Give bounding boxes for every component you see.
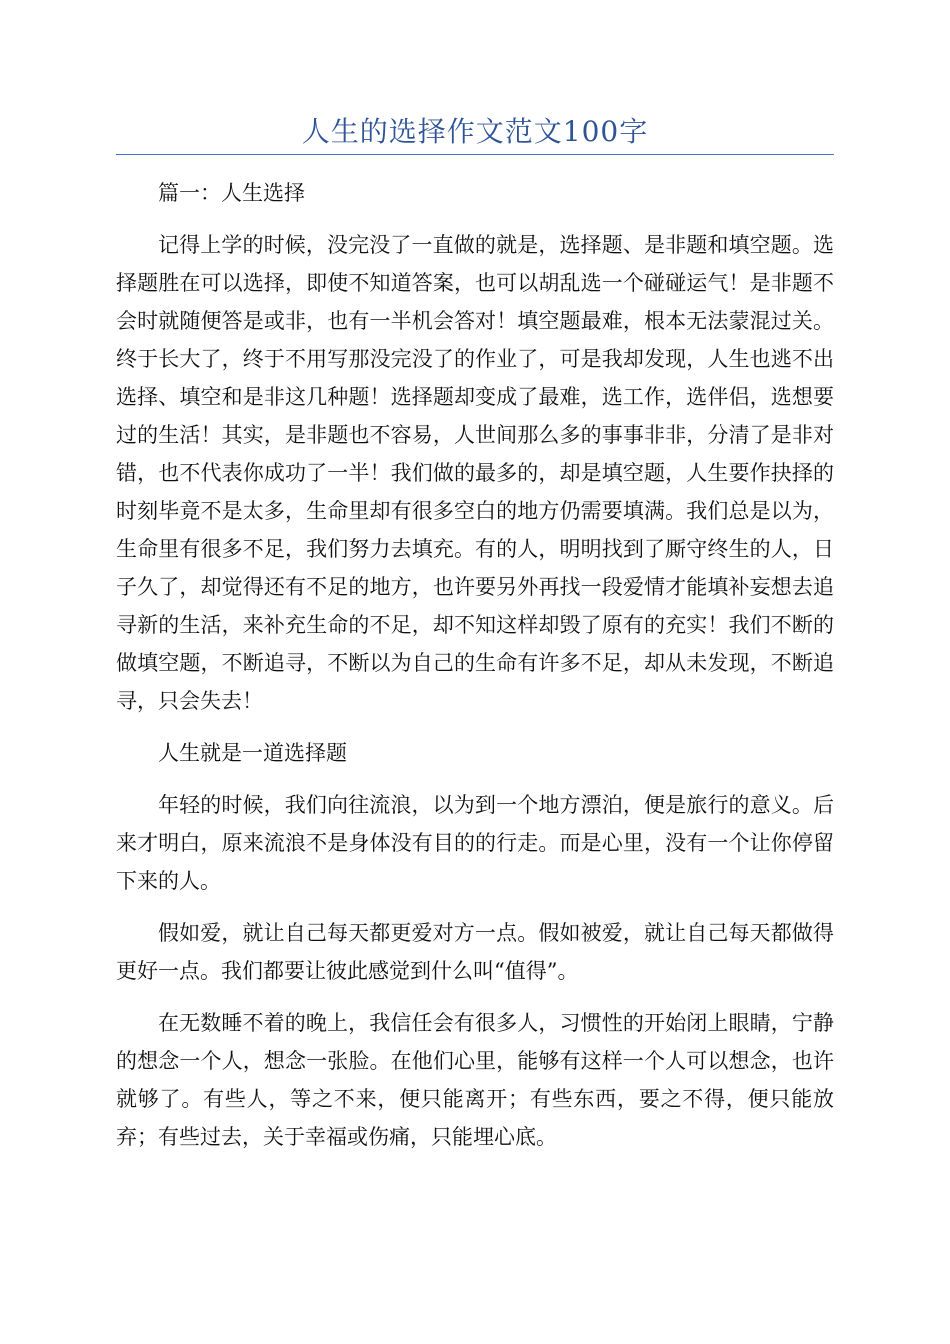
body-paragraph: 假如爱，就让自己每天都更爱对方一点。假如被爱，就让自己每天都做得更好一点。我们都要让彼此感觉到什么叫“值得”。 — [116, 921, 834, 983]
body-paragraph: 在无数睡不着的晚上，我信任会有很多人，习惯性的开始闭上眼睛，宁静的想念一个人，想念一张脸。在他们心里，能够有这样一个人可以想念，也许就够了。有些人，等之不来，便只能离开；有些东西，要之不得，便只能放弃；有些过去，关于幸福或伤痛，只能埋心底。 — [116, 1011, 834, 1149]
body-paragraph: 记得上学的时候，没完没了一直做的就是，选择题、是非题和填空题。选择题胜在可以选择，即使不知道答案，也可以胡乱选一个碰碰运气！是非题不会时就随便答是或非，也有一半机会答对！填空题最难，根本无法蒙混过关。终于长大了，终于不用写那没完没了的作业了，可是我却发现，人生也逃不出选择、填空和是非这几种题！选择题却变成了最难，选工作，选伴侣，选想要过的生活！其实，是非题也不容易，人世间那么多的事事非非，分清了是非对错，也不代表你成功了一半！我们做的最多的，却是填空题，人生要作抉择的时刻毕竟不是太多，生命里却有很多空白的地方仍需要填满。我们总是以为，生命里有很多不足，我们努力去填充。有的人，明明找到了厮守终生的人，日子久了，却觉得还有不足的地方，也许要另外再找一段爱情才能填补妄想去追寻新的生活，来补充生命的不足，却不知这样却毁了原有的充实！我们不断的做填空题，不断追寻，不断以为自己的生命有许多不足，却从未发现，不断追寻，只会失去！ — [116, 233, 834, 713]
section-heading: 篇一：人生选择 — [158, 181, 305, 205]
body-paragraph: 年轻的时候，我们向往流浪，以为到一个地方漂泊，便是旅行的意义。后来才明白，原来流浪不是身体没有目的的行走。而是心里，没有一个让你停留下来的人。 — [116, 793, 834, 893]
page-title: 人生的选择作文范文100字 — [301, 115, 649, 148]
title-underline — [116, 154, 834, 155]
document-body — [116, 174, 834, 1170]
section-heading: 人生就是一道选择题 — [158, 741, 347, 765]
